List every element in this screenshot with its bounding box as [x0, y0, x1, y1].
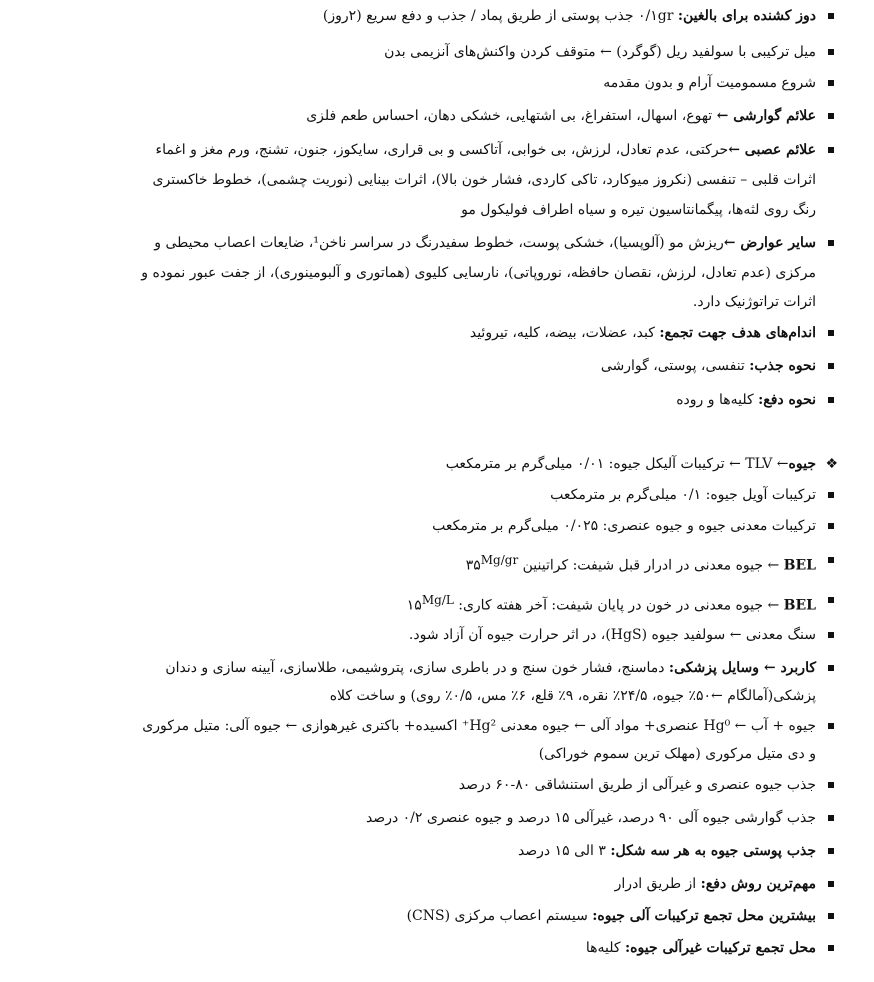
list-item	[466, 551, 816, 575]
list-bullet	[828, 492, 834, 498]
list-item-continuation: اثرات قلبی – تنفسی (نکروز میوکارد، تاکی کاردی، فشار خون بالا)، اثرات بینایی (نوریت چشمی)، خطوط خاکستری	[152, 172, 816, 188]
item-text: سنگ معدنی ← سولفید جیوه (HgS)، در اثر حرارت جیوه آن آزاد شود.	[408, 627, 816, 643]
section-title: جیوه	[788, 456, 816, 472]
list-item	[156, 141, 817, 159]
list-bullet	[828, 632, 834, 638]
diamond-bullet-icon: ❖	[825, 456, 838, 472]
list-bullet	[828, 665, 834, 671]
list-item-continuation: پزشکی(آمالگام ←۵۰٪ جیوه، ۲۴/۵٪ نقره، ۹٪ قلع، ۶٪ مس، ۰/۵٪ روی) و ساخت کلاه	[329, 688, 816, 704]
list-item	[407, 907, 816, 925]
list-bullet	[828, 330, 834, 336]
list-item	[142, 717, 816, 735]
list-bullet	[828, 815, 834, 821]
list-item	[323, 7, 816, 25]
item-text: میل ترکیبی با سولفید ریل (گوگرد) ← متوقف کردن واکنش‌های آنزیمی بدن	[384, 44, 816, 60]
list-bullet	[828, 49, 834, 55]
item-text: از طریق ادرار	[614, 876, 701, 892]
item-text: ۳ الی ۱۵ درصد	[517, 843, 611, 859]
list-bullet	[828, 13, 834, 19]
list-item	[165, 659, 816, 677]
list-bullet	[828, 913, 834, 919]
list-bullet	[828, 240, 834, 246]
list-bullet	[828, 147, 834, 153]
list-bullet	[828, 113, 834, 119]
list-bullet	[828, 881, 834, 887]
item-bold-label: بیشترین محل تجمع ترکیبات آلی جیوه:	[592, 908, 816, 924]
list-item	[470, 324, 816, 342]
item-bold-label: سایر عوارض ←	[723, 235, 816, 251]
item-text: کبد، عضلات، بیضه، کلیه، تیروئید	[469, 325, 660, 341]
item-text: ۰/۱gr جذب پوستی از طریق پماد / جذب و دفع سریع (۲روز)	[322, 8, 678, 24]
item-bold-label: دوز کشنده برای بالغین:	[677, 8, 816, 24]
list-item	[586, 939, 816, 957]
item-text: ← جیوه معدنی در ادرار قبل شیفت: کراتینین ۳۵	[465, 557, 784, 574]
unit-fraction: Mg/gr	[480, 553, 519, 567]
list-item-continuation: اثرات تراتوژنیک دارد.	[692, 294, 816, 310]
item-text: شروع مسمومیت آرام و بدون مقدمه	[603, 75, 816, 91]
item-text: ریزش مو (آلوپسیا)، خشکی پوست، خطوط سفیدرنگ در سراسر ناخن¹، ضایعات اعصاب محیطی و	[154, 235, 724, 251]
list-bullet	[828, 782, 834, 788]
item-bold-label: مهم‌ترین روش دفع:	[700, 876, 816, 892]
list-bullet	[828, 557, 834, 563]
list-item	[366, 809, 816, 827]
item-text: ترکیبات آویل جیوه: ۰/۱ میلی‌گرم بر مترمکعب	[550, 487, 816, 503]
list-bullet	[828, 397, 834, 403]
item-bold-label: نحوه دفع:	[758, 392, 816, 408]
item-text: تنفسی، پوستی، گوارشی	[600, 358, 750, 374]
item-text: جیوه + آب ← Hg⁰ عنصری+ مواد آلی ← جیوه معدنی Hg²⁺ اکسیده+ باکتری غیرهوازی ← جیوه آلی: متیل مرکوری	[142, 718, 816, 734]
list-item-continuation: مرکزی (عدم تعادل، لرزش، نقصان حافظه، نوروپاتی)، نارسایی کلیوی (هماتوری و آلبومینوری)، از جفت عبور نموده و	[141, 265, 816, 281]
list-bullet	[828, 597, 834, 603]
item-text: ترکیبات معدنی جیوه و جیوه عنصری: ۰/۰۲۵ میلی‌گرم بر مترمکعب	[432, 518, 816, 534]
list-item	[432, 517, 816, 535]
item-text: جذب گوارشی جیوه آلی ۹۰ درصد، غیرآلی ۱۵ درصد و جیوه عنصری ۰/۲ درصد	[365, 810, 816, 826]
list-item-continuation: و دی متیل مرکوری (مهلک ترین سموم خوراکی)	[538, 746, 816, 762]
list-item	[459, 776, 816, 794]
item-bold-label: اندام‌های هدف جهت تجمع:	[659, 325, 816, 341]
item-text: تهوع، اسهال، استفراغ، بی اشتهایی، خشکی دهان، احساس طعم فلزی	[306, 108, 717, 124]
list-bullet	[828, 723, 834, 729]
list-item	[518, 842, 816, 860]
list-item	[306, 107, 816, 125]
list-item	[407, 591, 816, 615]
list-bullet	[828, 848, 834, 854]
list-bullet	[828, 523, 834, 529]
item-bold-label: علائم گوارشی ←	[716, 108, 816, 124]
item-text: جذب جیوه عنصری و غیرآلی از طریق استنشاقی ۸۰-۶۰ درصد	[458, 777, 816, 793]
item-text: کلیه‌ها	[585, 940, 625, 956]
section-header-text: ← TLV ← ترکیبات آلیکل جیوه: ۰/۰۱ میلی‌گرم بر مترمکعب	[445, 456, 789, 472]
list-item	[154, 234, 816, 252]
list-item-continuation: رنگ روی لثه‌ها، پیگمانتاسیون تیره و سیاه اطراف فولیکول مو	[461, 202, 816, 218]
list-item	[409, 626, 816, 644]
list-item	[601, 357, 816, 375]
item-text: ← جیوه معدنی در خون در پایان شیفت: آخر هفته کاری: ۱۵	[406, 597, 784, 614]
unit-fraction: Mg/L	[421, 593, 454, 607]
list-item	[384, 43, 816, 61]
item-text: کلیه‌ها و روده	[676, 392, 759, 408]
item-bold-label: کاربرد ← وسایل پزشکی:	[668, 660, 816, 676]
item-text: سیستم اعصاب مرکزی (CNS)	[406, 908, 593, 924]
item-text: حرکتی، عدم تعادل، لرزش، بی خوابی، آتاکسی و بی قراری، سایکوز، جنون، تشنج، ورم مغز و اغماء	[155, 142, 729, 158]
list-item	[603, 74, 816, 92]
item-bold-label: BEL	[783, 597, 816, 614]
list-bullet	[828, 945, 834, 951]
item-bold-label: BEL	[783, 557, 816, 574]
section-header	[446, 455, 816, 473]
list-bullet	[828, 363, 834, 369]
list-bullet	[828, 80, 834, 86]
item-bold-label: علائم عصبی ←	[728, 142, 816, 158]
item-bold-label: محل تجمع ترکیبات غیرآلی جیوه:	[624, 940, 816, 956]
item-bold-label: نحوه جذب:	[749, 358, 816, 374]
item-text: دماسنج، فشار خون سنج و در باطری سازی، پتروشیمی، طلاسازی، آیینه سازی و دندان	[165, 660, 669, 676]
list-item	[615, 875, 816, 893]
list-item	[550, 486, 816, 504]
item-bold-label: جذب پوستی جیوه به هر سه شکل:	[610, 843, 816, 859]
list-item	[676, 391, 816, 409]
